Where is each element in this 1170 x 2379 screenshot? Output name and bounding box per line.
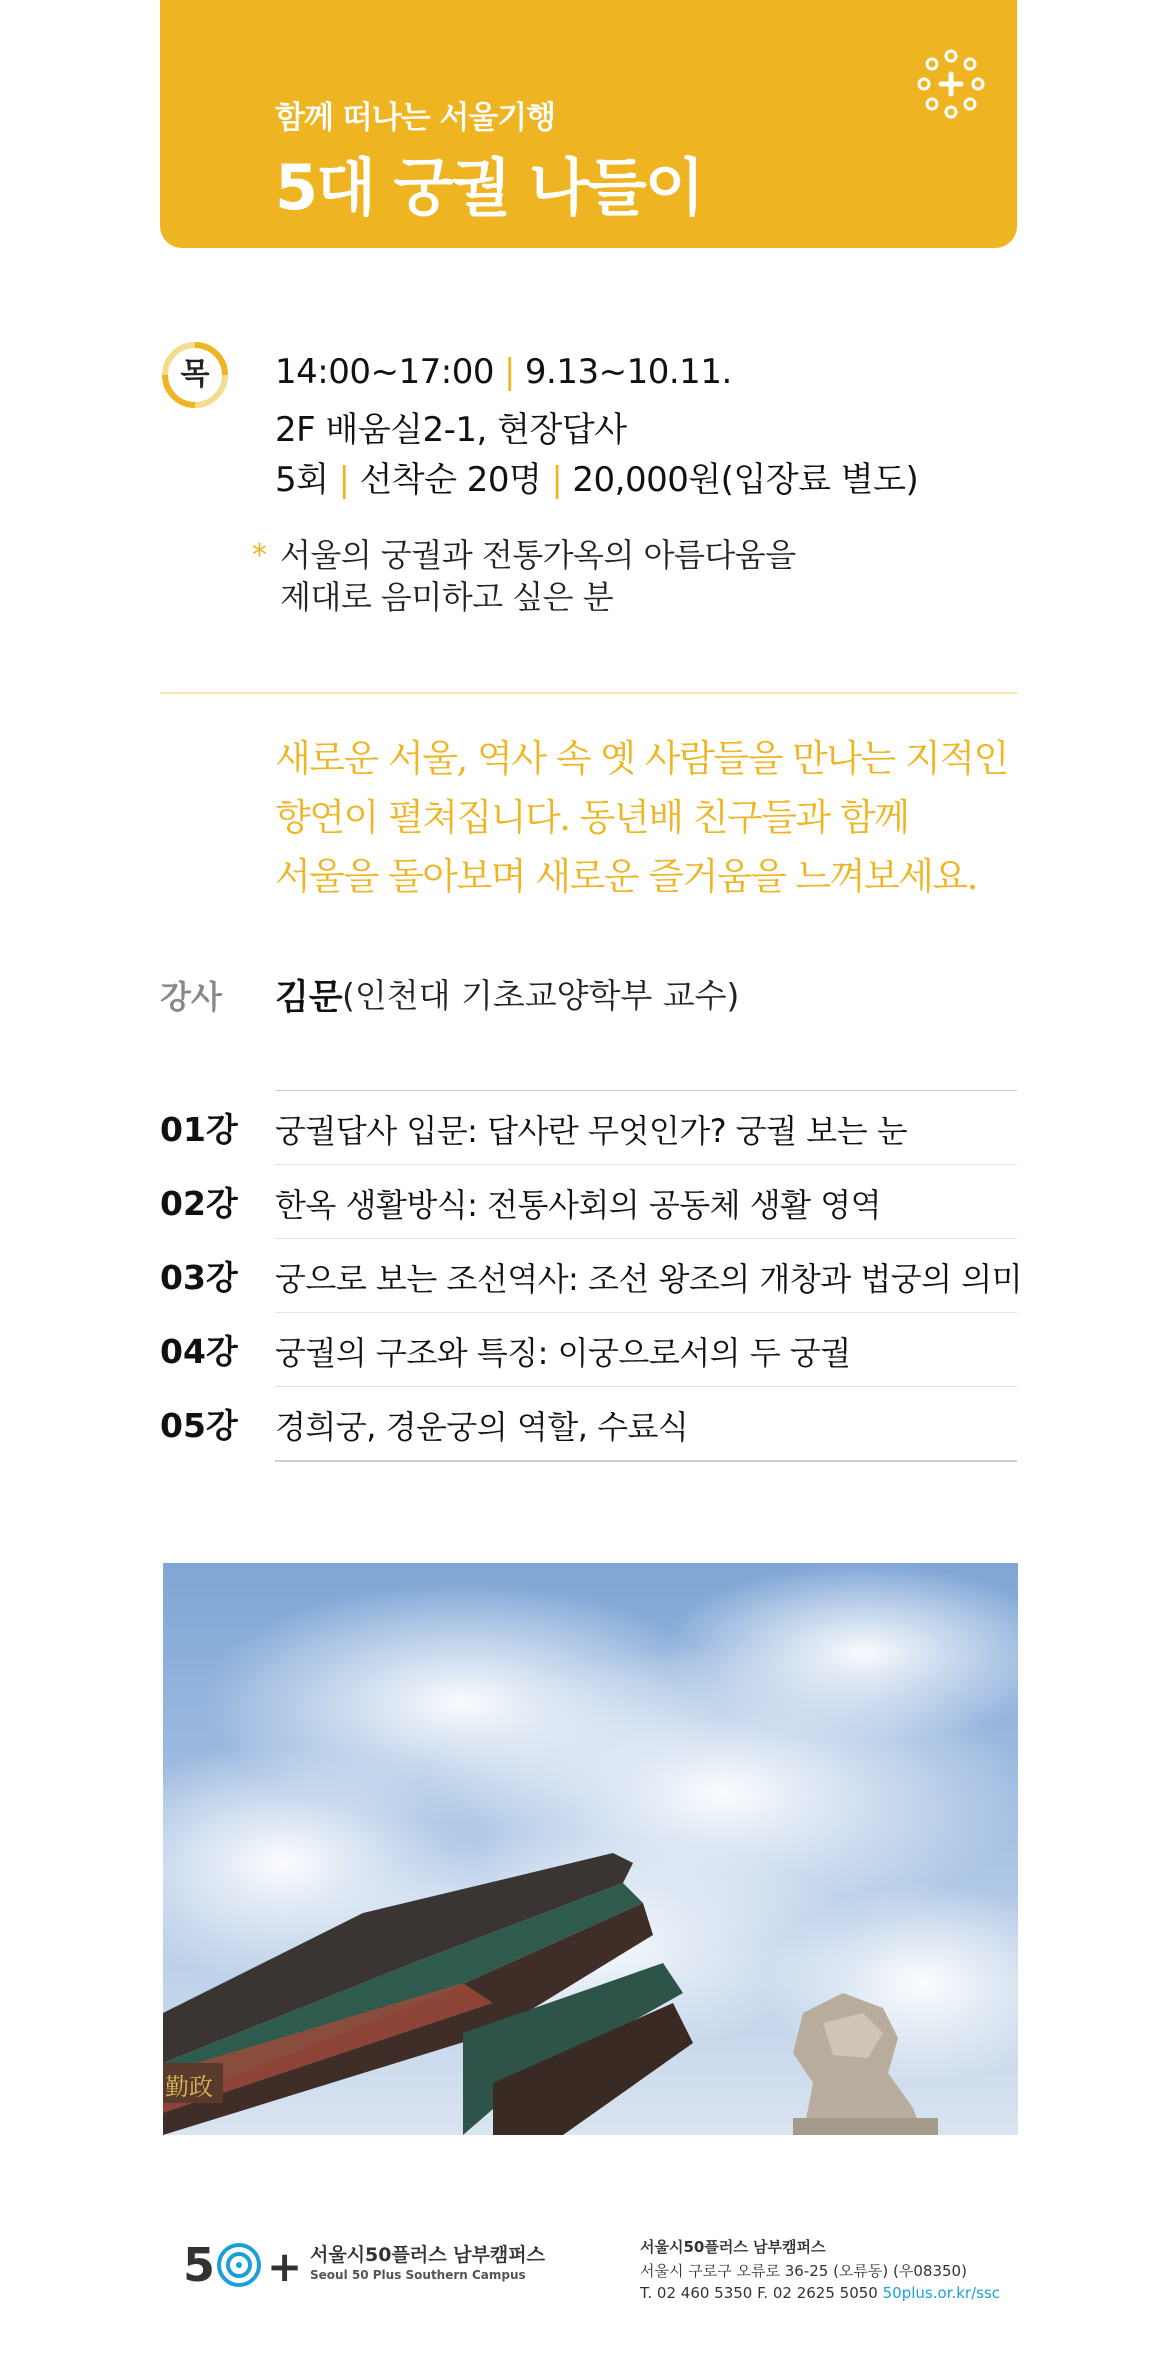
header-subtitle: 함께 떠나는 서울기행 <box>275 100 556 136</box>
lesson-number: 01강 <box>160 1110 238 1149</box>
schedule-fee: 20,000원(입장료 별도) <box>572 460 919 500</box>
palace-photo <box>163 1563 1018 2135</box>
lesson-number: 04강 <box>160 1332 238 1371</box>
intro-line-2: 향연이 펼쳐집니다. 동년배 친구들과 함께 <box>275 796 909 839</box>
target-line-2: 제대로 음미하고 싶은 분 <box>280 578 614 616</box>
list-item <box>160 1312 1017 1386</box>
lesson-number: 05강 <box>160 1406 238 1445</box>
lesson-number: 03강 <box>160 1258 238 1297</box>
list-bottom-divider <box>275 1460 1017 1462</box>
lesson-title: 한옥 생활방식: 전통사회의 공동체 생활 영역 <box>275 1186 882 1224</box>
lesson-number: 02강 <box>160 1184 238 1223</box>
50plus-logo <box>183 2233 303 2293</box>
page-title: 5대 궁궐 나들이 <box>275 151 703 224</box>
footer-contact <box>640 2284 1000 2302</box>
intro-line-1: 새로운 서울, 역사 속 옛 사람들을 만나는 지적인 <box>275 737 1008 780</box>
schedule-sessions: 5회 <box>275 460 329 500</box>
schedule-detail-line <box>275 452 918 501</box>
row-divider <box>275 1386 1017 1387</box>
list-item <box>160 1090 1017 1164</box>
intro-line-3: 서울을 돌아보며 새로운 즐거움을 느껴보세요. <box>275 855 977 898</box>
footer-title: 서울시50플러스 남부캠퍼스 <box>640 2238 826 2256</box>
lecturer-label: 강사 <box>160 978 222 1016</box>
lesson-title: 궁으로 보는 조선역사: 조선 왕조의 개창과 법궁의 의미 <box>275 1260 1023 1298</box>
footer-phone: T. 02 460 5350 F. 02 2625 5050 <box>640 2284 878 2302</box>
header-banner <box>160 0 1017 248</box>
separator: | <box>338 460 350 500</box>
list-item <box>160 1238 1023 1312</box>
divider <box>160 692 1017 694</box>
lesson-title: 궁궐의 구조와 특징: 이궁으로서의 두 궁궐 <box>275 1334 851 1372</box>
campus-en-name: Seoul 50 Plus Southern Campus <box>310 2268 526 2282</box>
list-item <box>160 1164 1017 1238</box>
footer-link[interactable]: 50plus.or.kr/ssc <box>882 2284 1001 2302</box>
target-line-1: 서울의 궁궐과 전통가옥의 아름다움을 <box>280 536 796 574</box>
row-divider <box>275 1090 1017 1091</box>
lecturer-role: (인천대 기초교양학부 교수) <box>342 976 740 1015</box>
signboard-text: 勤政 <box>165 2073 213 2101</box>
row-divider <box>275 1312 1017 1313</box>
row-divider <box>275 1238 1017 1239</box>
day-label: 목 <box>180 357 210 392</box>
schedule-time-line <box>275 352 732 392</box>
logo-text: 5 <box>183 2238 216 2292</box>
lesson-title: 경희궁, 경운궁의 역할, 수료식 <box>275 1408 689 1446</box>
schedule-period: 9.13~10.11. <box>524 352 732 392</box>
separator: | <box>551 460 563 500</box>
lesson-title: 궁궐답사 입문: 답사란 무엇인가? 궁궐 보는 눈 <box>275 1112 908 1150</box>
lesson-list <box>160 1090 1023 1460</box>
schedule-time: 14:00~17:00 <box>275 352 494 392</box>
schedule-location: 2F 배움실2-1, 현장답사 <box>275 410 627 450</box>
plus-dots-icon <box>915 48 987 120</box>
footer-address: 서울시 구로구 오류로 36-25 (오류동) (우08350) <box>640 2262 967 2280</box>
campus-name: 서울시50플러스 남부캠퍼스 <box>310 2244 545 2266</box>
logo-plus: + <box>267 2242 303 2291</box>
row-divider <box>275 1164 1017 1165</box>
separator: | <box>503 352 515 392</box>
schedule-capacity: 선착순 20명 <box>359 460 542 500</box>
list-item <box>160 1386 1017 1460</box>
star-bullet: * <box>252 538 267 573</box>
lecturer-name: 김문 <box>275 978 343 1018</box>
